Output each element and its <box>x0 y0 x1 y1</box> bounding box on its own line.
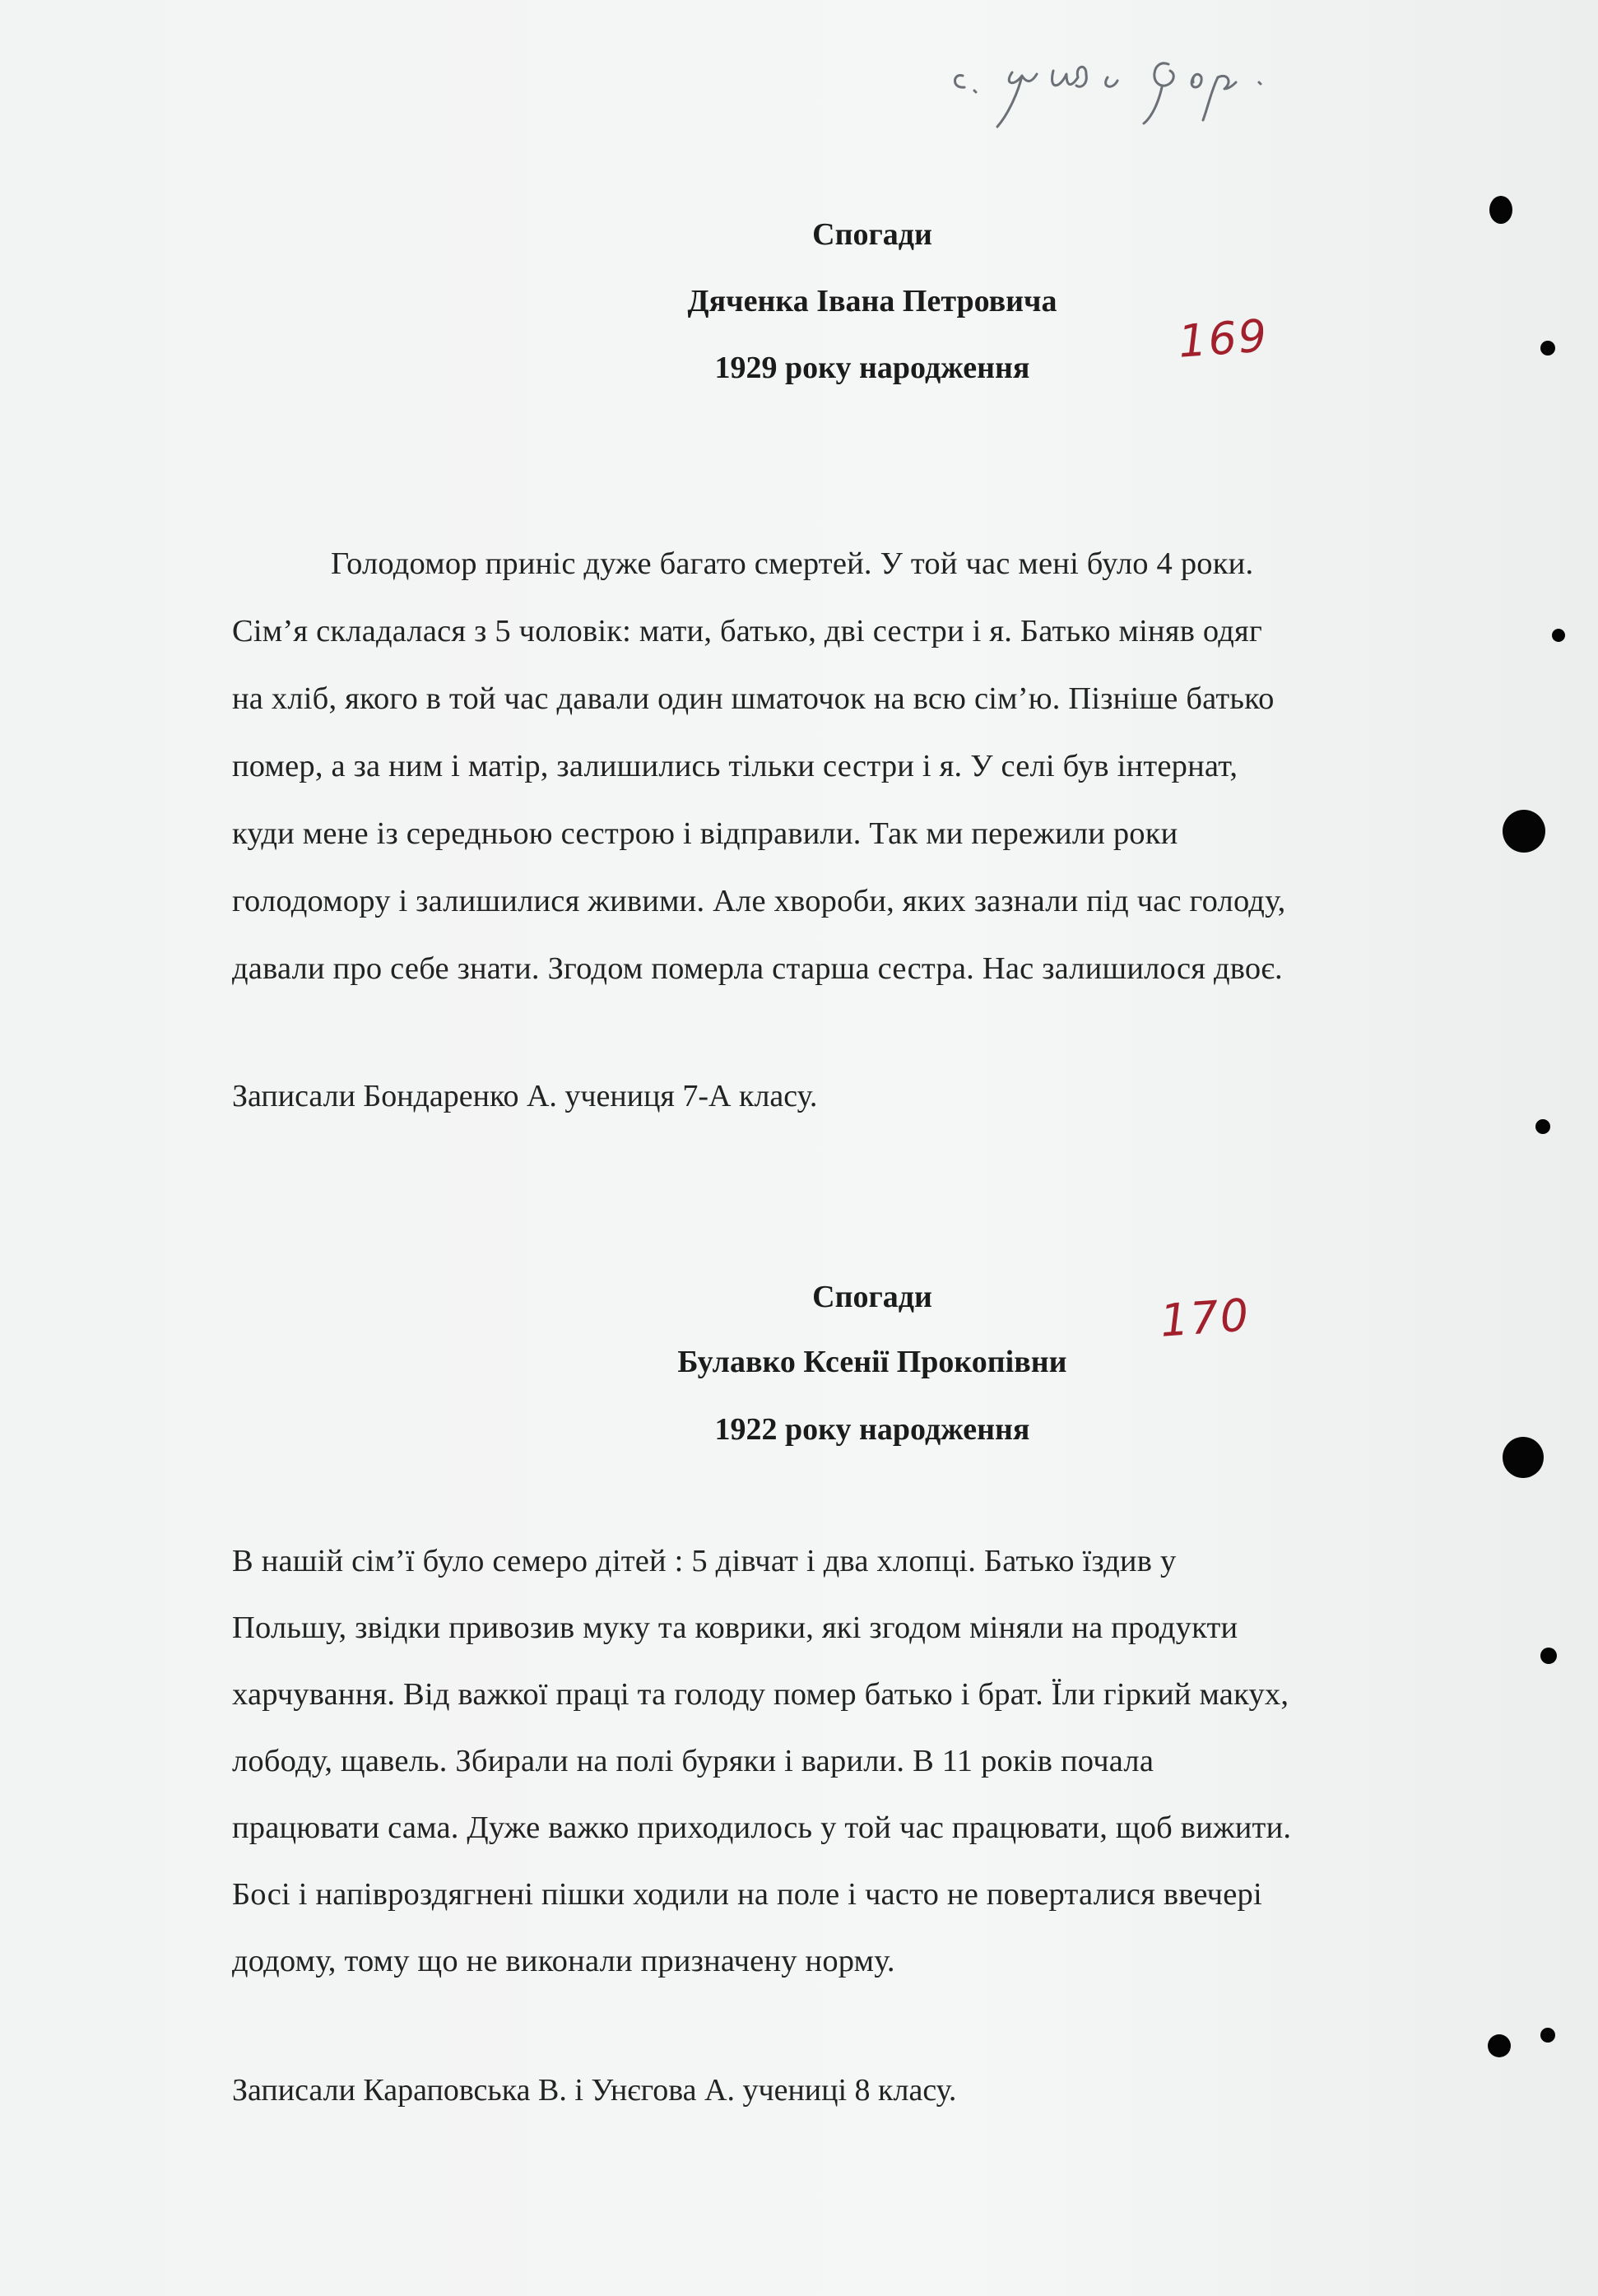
punch-hole <box>1540 2028 1555 2043</box>
section-1-birth-year: 1929 року народження <box>714 351 1030 385</box>
punch-hole <box>1540 341 1555 356</box>
section-2-credit: Записали Караповська В. і Унєгова А. учениці 8 класу. <box>232 2073 957 2108</box>
paragraph-line: Польшу, звідки привозив муку та коврики, які згодом міняли на продукти <box>232 1610 1238 1645</box>
paragraph-line: Босі і напівроздягнені пішки ходили на поле і часто не поверталися ввечері <box>232 1877 1262 1912</box>
paragraph-line: помер, а за ним і матір, залишились тільки сестри і я. У селі був інтернат, <box>232 749 1238 783</box>
punch-hole <box>1488 2034 1511 2057</box>
section-2-person-name: Булавко Ксенії Прокопівни <box>677 1345 1067 1379</box>
punch-hole <box>1503 810 1545 853</box>
punch-hole <box>1489 196 1512 224</box>
punch-hole <box>1535 1119 1550 1134</box>
handwritten-location-note <box>946 41 1374 132</box>
paragraph-line: В нашій сім’ї було семеро дітей : 5 дівчат і два хлопці. Батько їздив у <box>232 1544 1177 1578</box>
paragraph-line: працювати сама. Дуже важко приходилось у той час працювати, щоб вижити. <box>232 1810 1292 1845</box>
paragraph-line: голодомору і залишилися живими. Але хвороби, яких зазнали під час голоду, <box>232 884 1286 918</box>
paragraph-line: лободу, щавель. Збирали на полі буряки і варили. В 11 років почала <box>232 1744 1154 1778</box>
section-1-page-number: 169 <box>1176 309 1271 368</box>
paragraph-line: на хліб, якого в той час давали один шматочок на всю сім’ю. Пізніше батько <box>232 681 1275 716</box>
section-2-page-number: 170 <box>1158 1289 1252 1347</box>
paragraph-line: давали про себе знати. Згодом померла старша сестра. Нас залишилося двоє. <box>232 951 1283 986</box>
section-1-credit: Записали Бондаренко А. учениця 7-А класу. <box>232 1079 818 1113</box>
punch-hole <box>1540 1648 1557 1664</box>
paragraph-line: Сім’я складалася з 5 чоловік: мати, батько, дві сестри і я. Батько міняв одяг <box>232 614 1262 648</box>
section-2-paragraph <box>232 1528 1291 1995</box>
section-1-paragraph <box>232 530 1286 1002</box>
paragraph-line: куди мене із середньою сестрою і відправили. Так ми пережили роки <box>232 816 1178 851</box>
section-2-birth-year: 1922 року народження <box>714 1412 1030 1447</box>
paragraph-line: Голодомор приніс дуже багато смертей. У той час мені було 4 роки. <box>331 546 1254 581</box>
paragraph-line: харчування. Від важкої праці та голоду помер батько і брат. Їли гіркий макух, <box>232 1677 1289 1712</box>
section-1-title: Спогади <box>812 217 932 252</box>
section-1-person-name: Дяченка Івана Петровича <box>687 284 1057 318</box>
paragraph-line: додому, тому що не виконали призначену норму. <box>232 1944 895 1978</box>
punch-hole <box>1552 629 1565 642</box>
section-2-title: Спогади <box>812 1280 932 1314</box>
punch-hole <box>1503 1437 1544 1478</box>
